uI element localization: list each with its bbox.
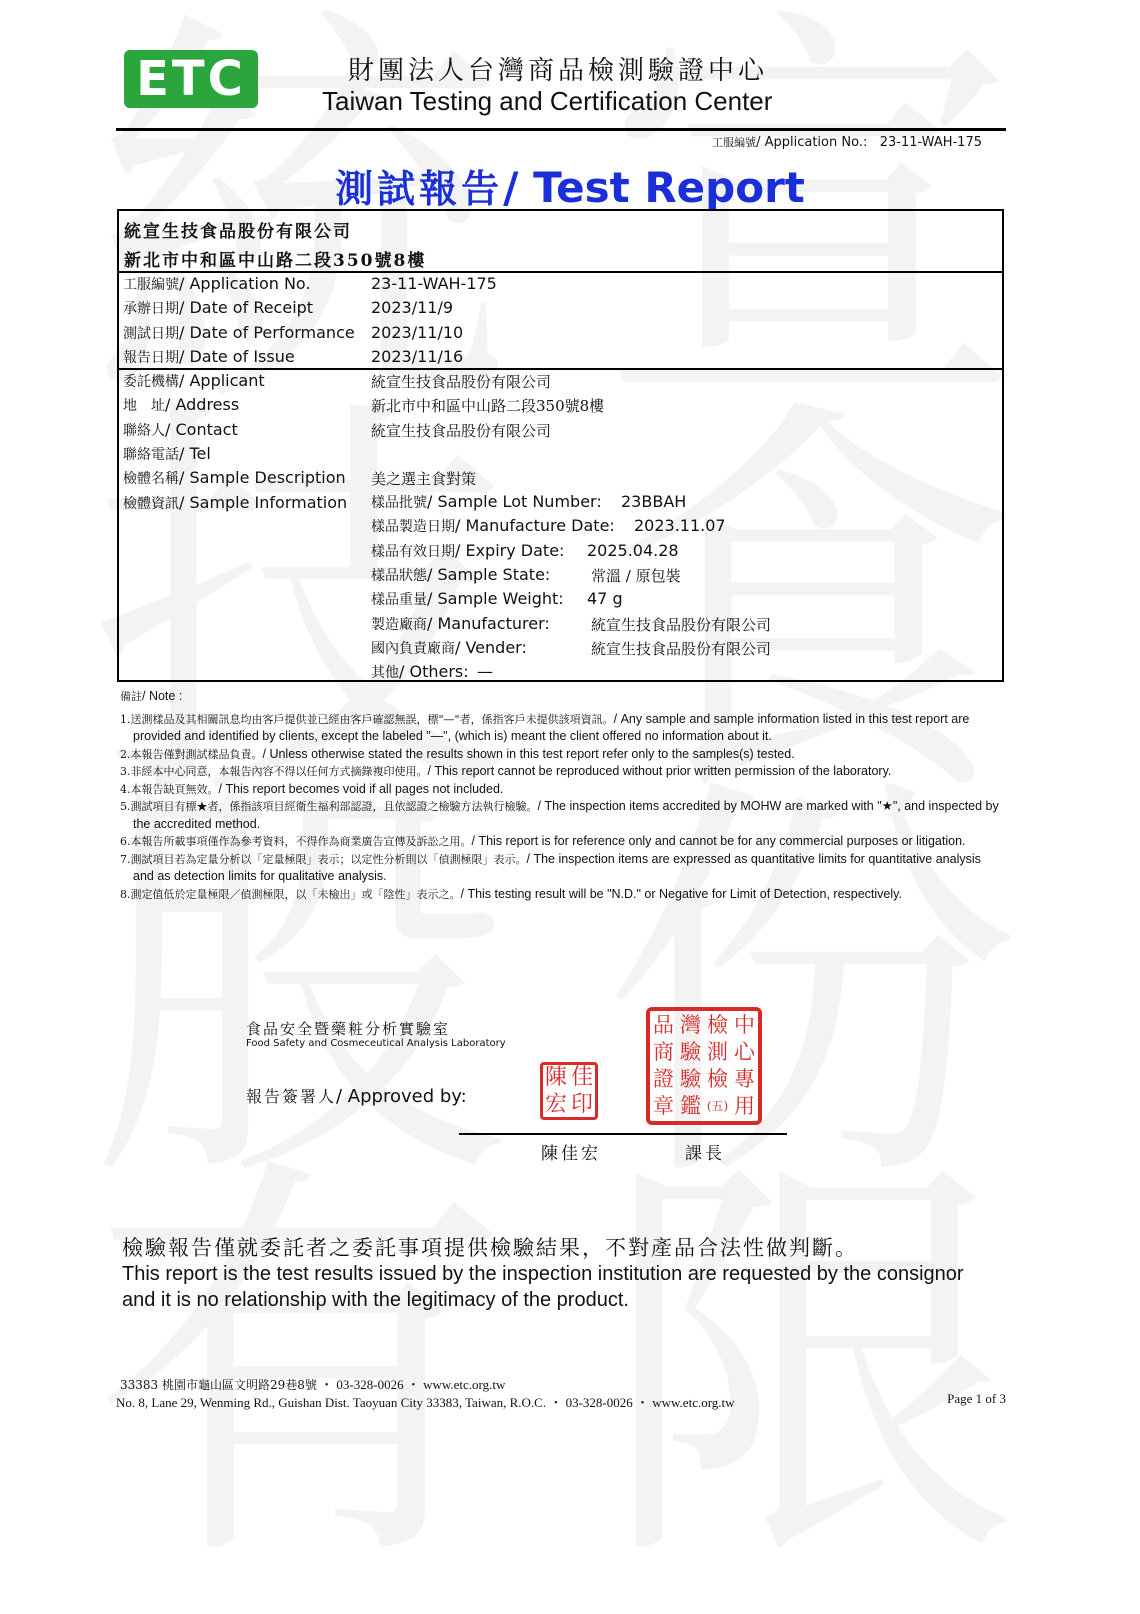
seal-char: 中 [734, 1013, 755, 1037]
org-name-zh: 財團法人台灣商品檢測驗證中心 [348, 56, 769, 86]
note-item [120, 833, 1000, 851]
row-label-zh: 測試日期 [123, 325, 179, 342]
sample-value: 統宣生技食品股份有限公司 [591, 639, 772, 658]
sample-info-row [371, 613, 772, 634]
watermark-char [90, 1160, 510, 1580]
note-item [120, 711, 1000, 746]
date-row [123, 322, 464, 343]
row-value: 2023/11/9 [371, 298, 454, 318]
disclaimer-en: This report is the test results issued by the inspection institution are requested by the consignor and it is no relationship with the legitimacy of the product. [122, 1263, 964, 1311]
row-label-zh: 報告日期 [123, 349, 179, 366]
note-text-en: / This report cannot be reproduced without prior written permission of the laboratory. [427, 764, 892, 778]
note-item [120, 746, 1000, 764]
company-address: 新北市中和區中山路二段350號8樓 [124, 251, 427, 271]
note-text-en: / The inspection items accredited by MOHW are marked with "★", and inspected by the accredited method. [133, 799, 999, 831]
row-label-en: / Sample Information [179, 492, 348, 512]
sample-label-en: / Vender: [455, 637, 527, 657]
note-text-zh: 7.測試項目若為定量分析以「定量極限」表示；以定性分析則以「偵測極限」表示。 [120, 852, 527, 866]
sample-value: 23BBAH [621, 492, 687, 511]
note-item [120, 851, 1000, 886]
sample-value: 統宣生技食品股份有限公司 [591, 615, 772, 634]
seal-char: 專 [734, 1067, 755, 1091]
seal-char: 驗 [680, 1040, 701, 1064]
sample-label-zh: 國內負責廠商 [371, 640, 455, 657]
sample-label-zh: 其他 [371, 665, 399, 682]
note-text-en: / This report is for reference only and cannot be for any commercial purposes or litigation. [471, 834, 966, 848]
row-label-en: / Applicant [179, 371, 265, 390]
note-text-zh: 8.測定值低於定量極限／偵測極限，以「未檢出」或「陰性」表示之。 [120, 887, 461, 901]
row-value: 2023/11/16 [371, 346, 464, 366]
sample-label-en: / Manufacture Date: [455, 516, 615, 536]
divider [119, 271, 1002, 273]
sample-info-row [371, 540, 679, 561]
row-label-zh: 檢體資訊 [123, 495, 179, 512]
note-text-en: / This report becomes void if all pages not included. [218, 781, 504, 796]
applicant-row [123, 395, 605, 416]
seal-char: 印 [570, 1092, 593, 1117]
row-label-en: / Application No. [179, 274, 311, 293]
row-label-zh: 聯絡人 [123, 422, 165, 439]
row-label-en: / Date of Receipt [179, 298, 314, 318]
sample-value: 2025.04.28 [587, 540, 679, 560]
official-seal-stamp [646, 1007, 762, 1125]
note-text-en: / This testing result will be "N.D." or Negative for Limit of Detection, respectively. [460, 886, 902, 901]
sample-info-row [371, 492, 687, 512]
notes-heading: 備註/ Note : [120, 689, 183, 703]
date-row [123, 298, 454, 318]
approved-by-label: 報告簽署人/ Approved by: [246, 1086, 467, 1107]
sample-label-en: / Expiry Date: [455, 540, 565, 560]
row-label-zh: 檢體名稱 [123, 471, 179, 488]
etc-logo: ETC [124, 50, 258, 108]
sample-label-en: / Sample Weight: [427, 589, 564, 609]
row-label-zh: 承辦日期 [123, 301, 179, 318]
sample-info-row [371, 637, 772, 658]
signature-line [459, 1133, 787, 1135]
seal-char: 章 [653, 1094, 674, 1118]
sample-label-en: / Sample State: [427, 564, 551, 584]
seal-char: 灣 [680, 1013, 701, 1037]
row-value: 統宣生技食品股份有限公司 [371, 421, 552, 440]
sample-value: 2023.11.07 [634, 516, 726, 536]
sample-value: — [477, 662, 493, 682]
note-text-zh: 5.測試項目有標★者，係指該項目經衛生福利部認證，且依認證之檢驗方法執行檢驗。 [120, 800, 538, 813]
sample-label-zh: 樣品重量 [371, 592, 427, 609]
row-value: 美之選主食對策 [371, 470, 477, 489]
applicant-row [123, 493, 347, 513]
org-name-en: Taiwan Testing and Certification Center [322, 86, 773, 116]
footer-address-en: No. 8, Lane 29, Wenming Rd., Guishan Dist. Taoyuan City 33383, Taiwan, R.O.C. ・ 03-328-0026 ・ www.etc.org.tw [116, 1395, 735, 1410]
note-text-en: / Unless otherwise stated the results shown in this test report refer only to the samples(s) tested. [262, 746, 795, 761]
page-number: Page 1 of 3 [947, 1391, 1006, 1406]
note-text-zh: 1.送測樣品及其相關訊息均由客戶提供並已經由客戶確認無誤，標"—"者，係指客戶未提供該項資訊。 [120, 712, 614, 726]
sample-value: 常溫 / 原包裝 [591, 566, 681, 585]
note-text-zh: 6.本報告所載事項僅作為參考資料，不得作為商業廣告宣傳及訴訟之用。 [120, 835, 472, 848]
seal-char: 商 [653, 1040, 674, 1064]
date-row [123, 346, 464, 367]
sample-info-row [371, 564, 681, 585]
sample-label-zh: 樣品製造日期 [371, 519, 455, 536]
note-item [120, 886, 1000, 904]
watermark-char [600, 1160, 1020, 1580]
notes [120, 688, 1000, 903]
sample-info-row [371, 516, 726, 536]
row-label-en: / Date of Performance [179, 322, 355, 342]
lab-name-zh: 食品安全暨藥粧分析實驗室 [246, 1020, 451, 1038]
divider [119, 368, 1002, 370]
personal-seal-stamp [540, 1062, 598, 1120]
page-title: 測試報告/ Test Report [335, 163, 805, 212]
note-text-zh: 4.本報告缺頁無效。 [120, 782, 219, 796]
seal-char: 證 [653, 1067, 674, 1091]
seal-char: 用 [734, 1094, 755, 1118]
seal-char: 檢 [707, 1067, 728, 1091]
sample-info-row [371, 662, 493, 682]
row-label-en: / Address [165, 395, 240, 415]
applicant-row [123, 371, 552, 391]
applicant-row [123, 444, 211, 464]
row-label-zh: 工服編號 [123, 277, 179, 293]
sample-label-zh: 製造廠商 [371, 616, 427, 633]
sample-label-en: / Sample Lot Number: [427, 492, 602, 511]
row-label-en: / Date of Issue [179, 346, 295, 366]
header-rule [116, 128, 1006, 131]
row-label-zh: 聯絡電話 [123, 446, 179, 463]
lab-name-en: Food Safety and Cosmeceutical Analysis Laboratory [246, 1038, 506, 1049]
note-text-en: / The inspection items are expressed as quantitative limits for quantitative analysis and as detection limits for qualitative analysis. [133, 851, 981, 883]
sample-label-en: / Others: [399, 662, 469, 682]
row-label-en: / Sample Description [179, 468, 346, 488]
note-item [120, 763, 1000, 781]
seal-char: 測 [707, 1040, 728, 1064]
sample-info-row [371, 589, 623, 609]
seal-char: 心 [734, 1040, 755, 1064]
row-value: 統宣生技食品股份有限公司 [371, 373, 552, 391]
row-label-zh: 委託機構 [123, 374, 179, 390]
sample-value: 47 g [587, 589, 623, 609]
row-label-zh: 地 址 [123, 398, 165, 415]
row-value: 23-11-WAH-175 [371, 274, 497, 293]
seal-char: 驗 [680, 1067, 701, 1091]
date-row [123, 274, 497, 294]
row-value: 新北市中和區中山路二段350號8樓 [371, 397, 605, 416]
seal-char: 鑑 [680, 1094, 701, 1118]
sample-label-zh: 樣品批號 [371, 495, 427, 511]
note-text-zh: 3.非經本中心同意，本報告內容不得以任何方式摘錄複印使用。 [120, 765, 428, 778]
signer-name: 陳佳宏 [541, 1144, 601, 1164]
report-info-box [117, 209, 1004, 682]
seal-char: 品 [653, 1013, 674, 1037]
disclaimer-zh: 檢驗報告僅就委託者之委託事項提供檢驗結果，不對產品合法性做判斷。 [122, 1236, 858, 1260]
footer-address-zh: 33383 桃園市龜山區文明路29巷8號 ・ 03-328-0026 ・ www.etc.org.tw [120, 1377, 506, 1392]
row-label-en: / Contact [165, 419, 238, 439]
seal-char: (五) [706, 1099, 729, 1113]
row-label-en: / Tel [179, 443, 211, 463]
seal-char: 檢 [707, 1013, 728, 1037]
sample-label-zh: 樣品狀態 [371, 567, 427, 584]
note-text-zh: 2.本報告僅對測試樣品負責。 [120, 747, 263, 761]
sample-label-zh: 樣品有效日期 [371, 543, 455, 560]
company-name: 統宣生技食品股份有限公司 [124, 222, 352, 242]
header-application-no: 工服編號/ Application No.: 23-11-WAH-175 [712, 135, 982, 150]
seal-char: 宏 [544, 1092, 567, 1117]
signer-position: 課長 [685, 1144, 725, 1164]
seal-char: 陳 [544, 1065, 567, 1090]
note-item [120, 798, 1000, 833]
row-value: 2023/11/10 [371, 322, 464, 342]
note-item [120, 781, 1000, 799]
sample-label-en: / Manufacturer: [427, 613, 550, 633]
note-text-en: / Any sample and sample information listed in this test report are provided and identified by clients, except the labeled "—", (which is) meant the client offered no information about it. [133, 711, 970, 743]
applicant-row [123, 468, 477, 489]
seal-char: 佳 [570, 1065, 593, 1090]
applicant-row [123, 419, 552, 440]
